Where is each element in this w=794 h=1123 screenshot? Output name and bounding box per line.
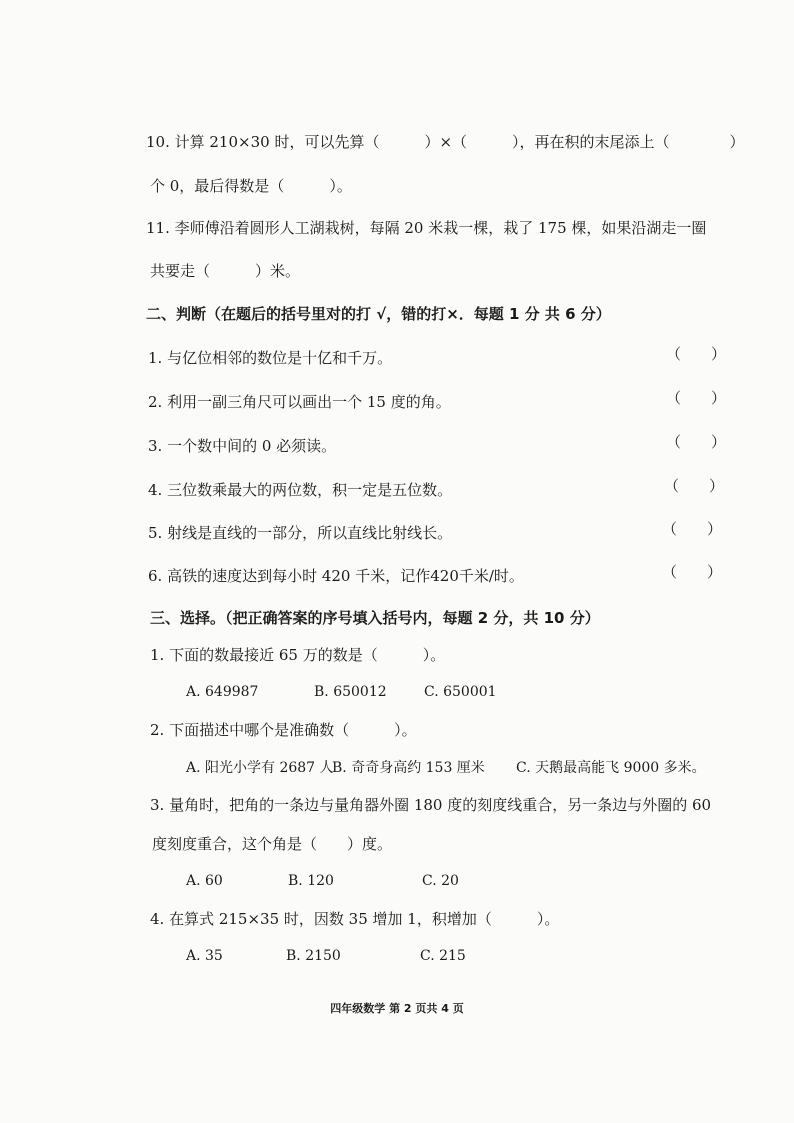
judge-item-1: 1. 与亿位相邻的数位是十亿和千万。 [148, 349, 393, 367]
choice-q1-option-c: C. 650001 [424, 684, 497, 700]
choice-q3-option-a: A. 60 [186, 873, 223, 889]
choice-q1-stem: 1. 下面的数最接近 65 万的数是（ ）。 [150, 646, 446, 664]
judge-item-5: 5. 射线是直线的一部分，所以直线比射线长。 [148, 524, 453, 542]
judge-answer-paren-1: （ ） [666, 345, 727, 363]
question-10-line-2: 个 0，最后得数是（ ）。 [150, 177, 352, 195]
question-11-line-1: 11. 李师傅沿着圆形人工湖栽树，每隔 20 米栽一棵，栽了 175 棵，如果沿湖走一圈 [146, 219, 707, 237]
question-10-line-1: 10. 计算 210×30 时，可以先算（ ）×（ ），再在积的末尾添上（ ） [146, 133, 745, 151]
judge-item-6: 6. 高铁的速度达到每小时 420 千米，记作420千米/时。 [148, 567, 524, 585]
judge-answer-paren-4: （ ） [664, 477, 725, 495]
page-footer: 四年级数学 第 2 页共 4 页 [330, 1002, 464, 1015]
choice-q1-option-a: A. 649987 [186, 684, 259, 700]
judge-item-3: 3. 一个数中间的 0 必须读。 [148, 437, 337, 455]
choice-q4-stem: 4. 在算式 215×35 时，因数 35 增加 1，积增加（ ）。 [150, 910, 560, 928]
choice-q2-option-a: A. 阳光小学有 2687 人 [186, 760, 334, 776]
judge-answer-paren-6: （ ） [662, 563, 723, 581]
choice-q4-option-c: C. 215 [420, 948, 466, 964]
choice-q3-option-b: B. 120 [288, 873, 334, 889]
choice-q3-stem-line-2: 度刻度重合，这个角是（ ）度。 [152, 835, 393, 853]
choice-q2-stem: 2. 下面描述中哪个是准确数（ ）。 [150, 721, 417, 739]
section-judge-heading: 二、判断（在题后的括号里对的打 √，错的打×．每题 1 分 共 6 分） [146, 305, 611, 323]
choice-q2-option-b: B. 奇奇身高约 153 厘米 [332, 760, 485, 776]
judge-answer-paren-3: （ ） [666, 433, 727, 451]
judge-answer-paren-5: （ ） [662, 520, 723, 538]
choice-q2-option-c: C. 天鹅最高能飞 9000 多米。 [516, 760, 706, 776]
judge-answer-paren-2: （ ） [666, 389, 727, 407]
choice-q3-option-c: C. 20 [422, 873, 459, 889]
choice-q3-stem-line-1: 3. 量角时，把角的一条边与量角器外圈 180 度的刻度线重合，另一条边与外圈的 60 [150, 796, 712, 814]
choice-q1-option-b: B. 650012 [314, 684, 387, 700]
section-choice-heading: 三、选择。（把正确答案的序号填入括号内，每题 2 分，共 10 分） [150, 609, 600, 627]
judge-item-4: 4. 三位数乘最大的两位数，积一定是五位数。 [148, 481, 453, 499]
judge-item-2: 2. 利用一副三角尺可以画出一个 15 度的角。 [148, 393, 451, 411]
choice-q4-option-a: A. 35 [186, 948, 223, 964]
question-11-line-2: 共要走（ ）米。 [150, 262, 301, 280]
choice-q4-option-b: B. 2150 [286, 948, 341, 964]
